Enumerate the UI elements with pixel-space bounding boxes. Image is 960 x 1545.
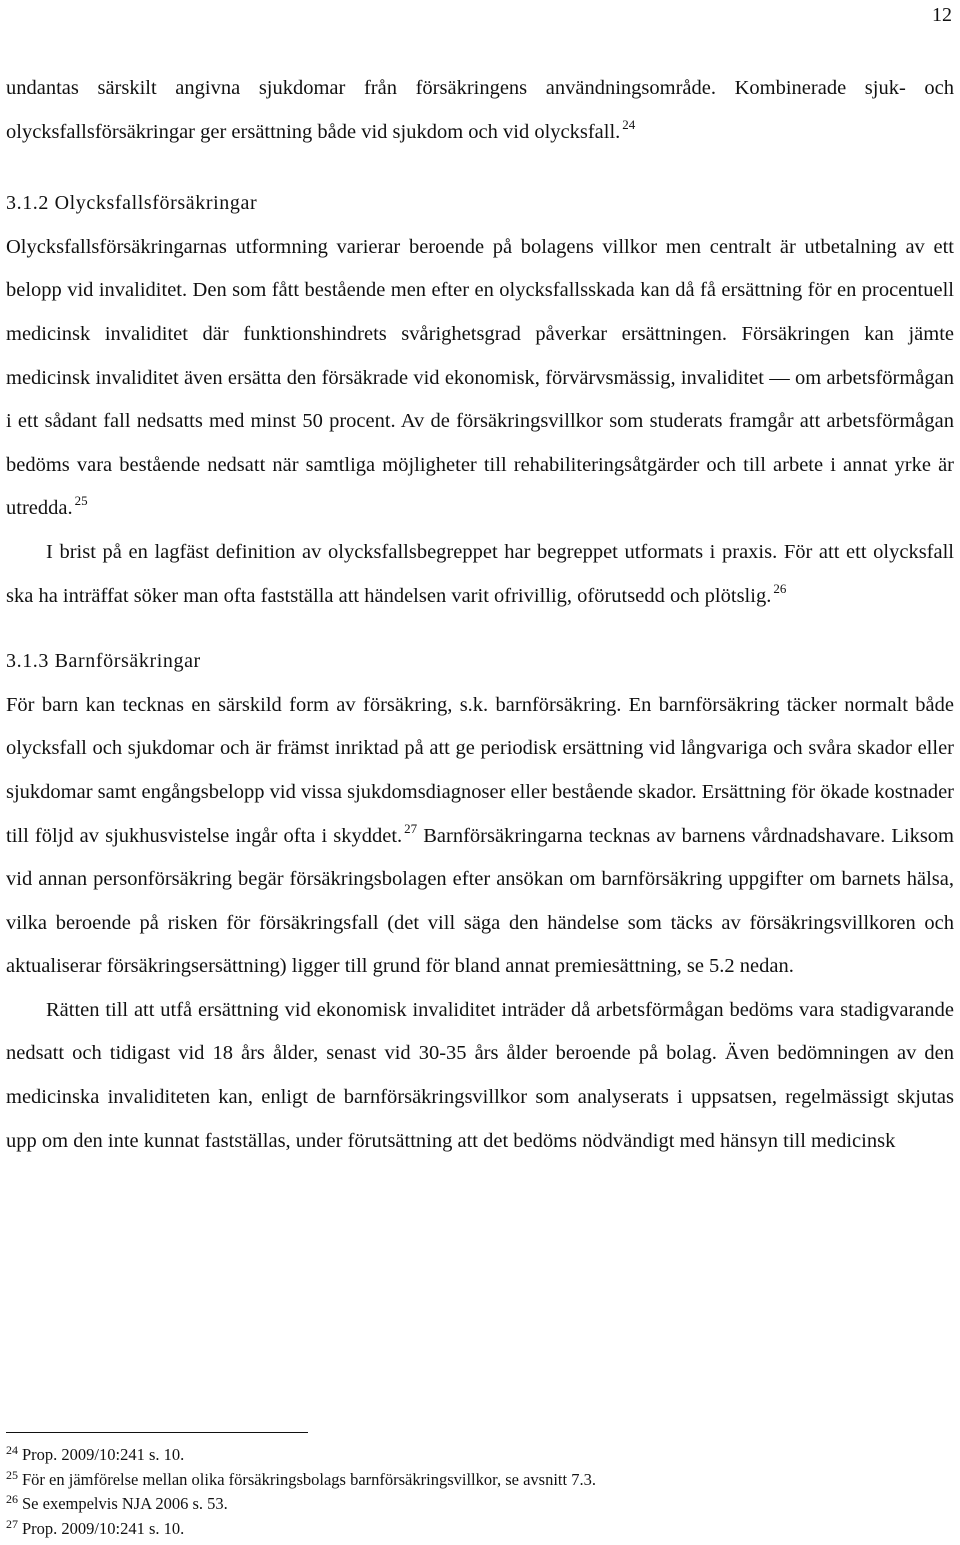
footnote-ref-24[interactable]: 24	[622, 116, 636, 132]
footnote-text: Prop. 2009/10:241 s. 10.	[22, 1445, 185, 1464]
page-number: 12	[932, 4, 952, 26]
footnote-24	[6, 1443, 954, 1468]
paragraph-text: För barn kan tecknas en särskild form av försäkring, s.k. barnförsäkring. En barnförsäkring täcker normalt både olycksfall och sjukdomar och är främst inriktad på att ge periodisk ersättning vid långvariga och svåra skador eller sjukdomar samt engångsbelopp vid vissa sjukdomsdiagnoser eller bestående skador. Ersättning för ökade kostnader till följd av sjukhusvistelse ingår ofta i skyddet.	[6, 693, 954, 847]
footnote-27	[6, 1517, 954, 1542]
footnote-ref-27[interactable]: 27	[404, 820, 418, 836]
footnote-number: 26	[6, 1492, 18, 1506]
paragraph-text: I brist på en lagfäst definition av olycksfallsbegreppet har begreppet utformats i praxis. För att ett olycksfall ska ha inträffat söker man ofta fastställa att händelsen varit ofrivillig, oförutsedd och plötslig.	[6, 540, 954, 607]
paragraph-text: Barnförsäkringarna tecknas av barnens vårdnadshavare. Liksom vid annan personförsäkring begär försäkringsbolagen efter ansökan om barnförsäkring uppgifter om barnets hälsa, vilka beroende på risken för försäkringsfall (det vill säga den händelse som täcks av försäkringsvillkoren och aktualiserar försäkringsersättning) ligger till grund för bland annat premiesättning, se 5.2 nedan.	[6, 824, 954, 978]
paragraph-olycksfall-villkor	[6, 226, 954, 531]
paragraph-text: undantas särskilt angivna sjukdomar från försäkringens användningsområde. Kombinerade sjuk- och olycksfallsförsäkringar ger ersättning både vid sjukdom och vid olycksfall.	[6, 77, 954, 143]
footnote-ref-26[interactable]: 26	[773, 580, 787, 596]
footnote-number: 24	[6, 1443, 18, 1457]
paragraph-olycksfallsbegreppet	[6, 531, 954, 618]
footnotes	[6, 1443, 954, 1541]
footnote-text: Se exempelvis NJA 2006 s. 53.	[22, 1494, 228, 1513]
footnote-number: 27	[6, 1516, 18, 1531]
footnote-number: 25	[6, 1467, 18, 1482]
paragraph-intro	[6, 67, 954, 154]
paragraph-barnforsakring	[6, 684, 954, 989]
footnote-divider	[6, 1432, 308, 1433]
footnote-25	[6, 1468, 954, 1493]
paragraph-text: Rätten till att utfå ersättning vid ekonomisk invaliditet inträder då arbetsförmågan bedöms vara stadigvarande nedsatt och tidigast vid 18 års ålder, senast vid 30-35 års ålder beroende på bolag. Även bedömningen av den medicinska invaliditeten kan, enligt de barnförsäkringsvillkor som analyserats i uppsatsen, regelmässigt skjutas upp om den inte kunnat fastställas, under förutsättning att det bedöms nödvändigt med hänsyn till medicinsk	[6, 998, 954, 1152]
document-body	[6, 67, 954, 1163]
footnote-ref-25[interactable]: 25	[74, 493, 88, 509]
footnote-text: Prop. 2009/10:241 s. 10.	[22, 1518, 185, 1538]
footnote-26	[6, 1492, 954, 1517]
section-heading-barnforsakringar: 3.1.3 Barnförsäkringar	[6, 650, 201, 673]
footnote-text: För en jämförelse mellan olika försäkringsbolags barnförsäkringsvillkor, se avsnitt 7.3.	[22, 1469, 596, 1489]
paragraph-ekonomisk-invaliditet	[6, 989, 954, 1163]
paragraph-text: Olycksfallsförsäkringarnas utformning varierar beroende på bolagens villkor men centralt är utbetalning av ett belopp vid invaliditet. Den som fått bestående men efter en olycksfallsskada kan då få ersättning för en procentuell medicinsk invaliditet där funktionshindrets svårighetsgrad påverkar ersättningen. Försäkringen kan jämte medicinsk invaliditet även ersätta den försäkrade vid ekonomisk, förvärvsmässig, invaliditet — om arbetsförmågan i ett sådant fall nedsatts med minst 50 procent. Av de försäkringsvillkor som studerats framgår att arbetsförmågan bedöms vara bestående nedsatt när samtliga möjligheter till rehabiliteringsåtgärder och till arbete i annat yrke är utredda.	[6, 235, 954, 520]
section-heading-olycksfallsforsakringar: 3.1.2 Olycksfallsförsäkringar	[6, 192, 258, 215]
